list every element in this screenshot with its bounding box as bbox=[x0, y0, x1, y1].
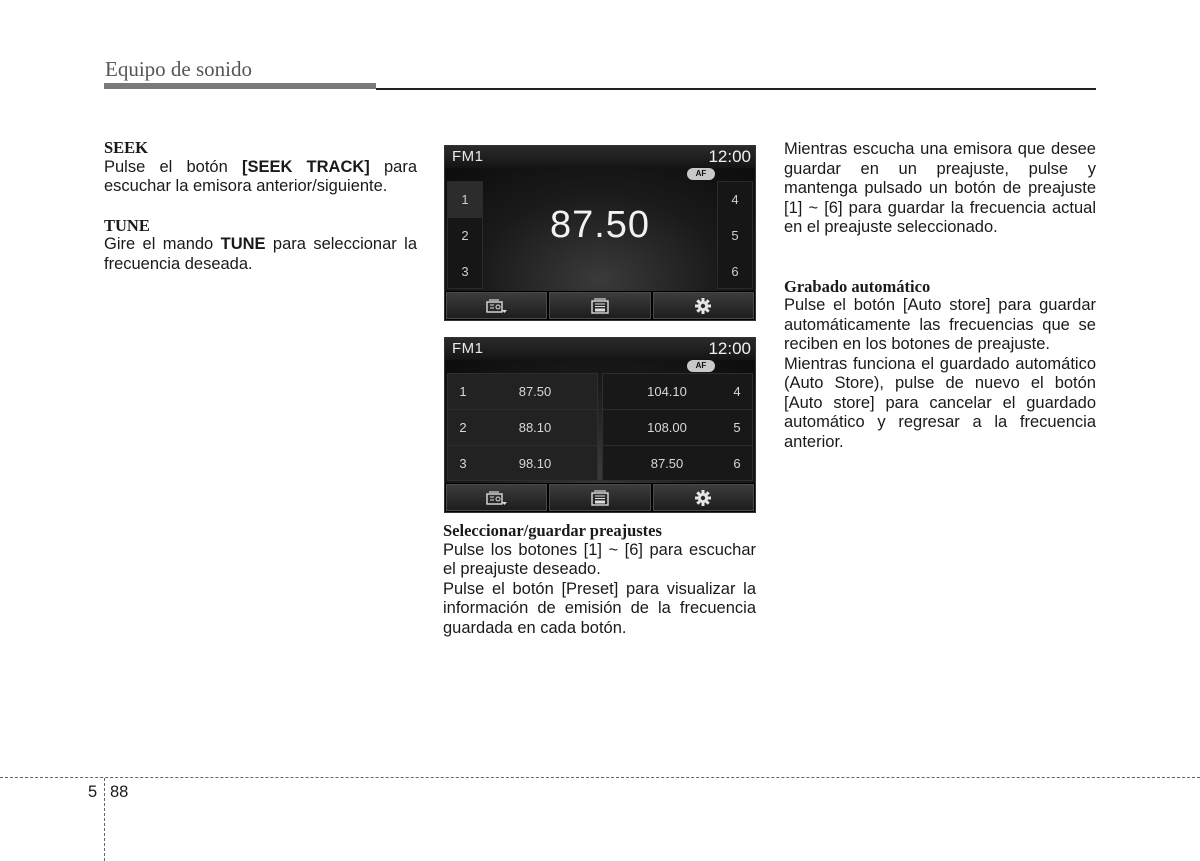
preset-number: 1 bbox=[459, 384, 467, 399]
tune-text-pre: Gire el mando bbox=[104, 235, 221, 253]
preset-number: 5 bbox=[733, 420, 741, 435]
preset-button-3[interactable]: 3 bbox=[461, 264, 469, 279]
preset-button-5[interactable]: 5 bbox=[731, 228, 739, 243]
radio-list-icon bbox=[486, 490, 508, 506]
preset-row-1[interactable] bbox=[448, 374, 597, 410]
preset-column-left bbox=[447, 373, 598, 481]
bottom-button-bar bbox=[445, 483, 755, 512]
page-section-title: Equipo de sonido bbox=[105, 57, 252, 81]
clock: 12:00 bbox=[708, 339, 751, 358]
tune-knob-ref: TUNE bbox=[220, 235, 266, 253]
settings-button[interactable] bbox=[653, 484, 754, 511]
seek-text-pre: Pulse el botón bbox=[104, 157, 242, 176]
tune-text-post: para seleccionar la frecuencia deseada. bbox=[104, 235, 417, 273]
page-number: 88 bbox=[110, 783, 129, 801]
preset-number: 2 bbox=[459, 420, 467, 435]
presets-heading: Seleccionar/guardar preajustes bbox=[443, 521, 662, 540]
settings-button[interactable] bbox=[653, 292, 754, 319]
presets-paragraph-1: Pulse los botones [1] ~ [6] para escuchar el preajuste deseado. bbox=[443, 540, 756, 578]
preset-button-2[interactable]: 2 bbox=[461, 228, 469, 243]
auto-store-icon bbox=[590, 298, 610, 314]
column-middle-caption bbox=[443, 521, 756, 638]
chapter-number: 5 bbox=[88, 783, 98, 801]
presets-paragraph-2: Pulse el botón [Preset] para visualizar la información de emisión de la frecuencia guardada en cada botón. bbox=[443, 579, 756, 637]
tune-paragraph bbox=[104, 235, 417, 274]
preset-frequency: 98.10 bbox=[518, 456, 552, 471]
footer-vertical-divider bbox=[104, 778, 105, 861]
preset-column-right bbox=[602, 373, 753, 481]
af-badge: AF bbox=[687, 168, 715, 180]
auto-store-heading: Grabado automático bbox=[784, 276, 931, 296]
bottom-button-bar bbox=[445, 291, 755, 320]
auto-store-paragraph-2: Mientras funciona el guardado automático (Auto Store), pulse de nuevo el botón [Auto store] para cancelar el guardado automático y regresar a la frecuencia anterior. bbox=[784, 354, 1096, 451]
preset-number: 4 bbox=[733, 384, 741, 399]
gear-icon bbox=[694, 297, 712, 315]
preset-button-4[interactable]: 4 bbox=[731, 192, 739, 207]
header-rule-thick bbox=[104, 83, 376, 89]
radio-list-icon bbox=[486, 298, 508, 314]
column-right bbox=[784, 140, 1096, 452]
preset-grid bbox=[447, 373, 753, 481]
radio-screen-tuning bbox=[444, 145, 756, 321]
preset-row-6[interactable] bbox=[603, 446, 752, 482]
column-left bbox=[104, 138, 417, 274]
preset-list-button[interactable] bbox=[446, 292, 547, 319]
auto-store-icon bbox=[590, 490, 610, 506]
preset-frequency: 87.50 bbox=[518, 384, 552, 399]
preset-list-button[interactable] bbox=[446, 484, 547, 511]
footer-divider bbox=[0, 777, 1200, 778]
preset-row-5[interactable] bbox=[603, 410, 752, 446]
af-badge: AF bbox=[687, 360, 715, 372]
header-rule-thin bbox=[376, 88, 1096, 90]
status-bar bbox=[445, 338, 755, 360]
frequency-display: 87.50 bbox=[549, 204, 651, 246]
preset-frequency: 88.10 bbox=[518, 420, 552, 435]
band-label: FM1 bbox=[452, 340, 484, 357]
radio-screen-presets bbox=[444, 337, 756, 513]
band-label: FM1 bbox=[452, 148, 484, 165]
preset-button-6[interactable]: 6 bbox=[731, 264, 739, 279]
preset-frequency: 87.50 bbox=[650, 456, 684, 471]
preset-number: 3 bbox=[459, 456, 467, 471]
auto-store-paragraph-1: Pulse el botón [Auto store] para guardar automáticamente las frecuencias que se reciben en los botones de preajuste. bbox=[784, 296, 1096, 353]
preset-frequency: 104.10 bbox=[647, 384, 687, 399]
save-preset-paragraph: Mientras escucha una emisora que desee guardar en un preajuste, pulse y mantenga pulsado un botón de preajuste [1] ~ [6] para guardar la frecuencia actual en el preajuste seleccionado. bbox=[784, 140, 1096, 236]
preset-button-1[interactable]: 1 bbox=[448, 182, 482, 218]
auto-store-button[interactable] bbox=[549, 484, 650, 511]
seek-heading: SEEK bbox=[104, 138, 149, 157]
clock: 12:00 bbox=[708, 147, 751, 166]
auto-store-button[interactable] bbox=[549, 292, 650, 319]
preset-frequency: 108.00 bbox=[647, 420, 687, 435]
preset-row-4[interactable] bbox=[603, 374, 752, 410]
gear-icon bbox=[694, 489, 712, 507]
tune-heading: TUNE bbox=[104, 215, 150, 235]
preset-column-right bbox=[717, 181, 753, 289]
preset-row-2[interactable] bbox=[448, 410, 597, 446]
preset-row-3[interactable] bbox=[448, 446, 597, 482]
preset-number: 6 bbox=[733, 456, 741, 471]
seek-track-button-ref: [SEEK TRACK] bbox=[241, 157, 370, 176]
seek-paragraph bbox=[104, 158, 417, 197]
seek-text-post: para escuchar la emisora anterior/siguiente. bbox=[104, 157, 417, 195]
status-bar bbox=[445, 146, 755, 168]
